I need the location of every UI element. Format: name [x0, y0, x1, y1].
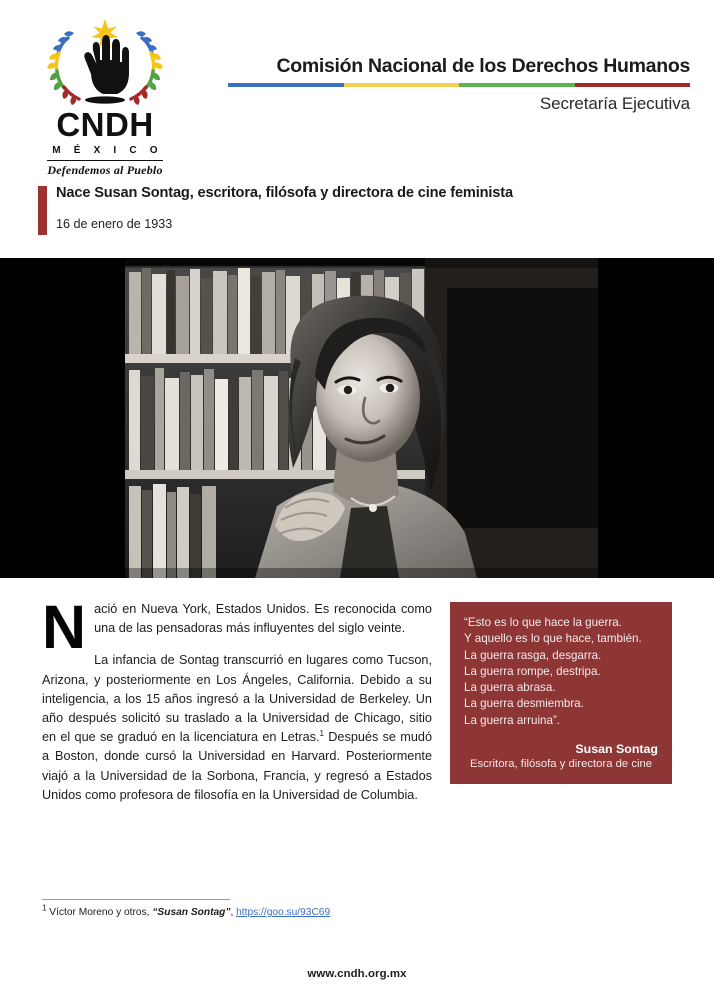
footnote-marker-inline: 1: [319, 728, 324, 738]
footnote-author: Víctor Moreno y otros,: [46, 907, 153, 918]
header-title-group: [228, 55, 690, 114]
portrait-photo: [125, 258, 598, 578]
title-accent-bar: [38, 186, 47, 235]
footnote-link[interactable]: https://goo.su/93C69: [236, 907, 331, 918]
quote-line: “Esto es lo que hace la guerra.: [464, 616, 622, 629]
paragraph-2-text-pre: La infancia de Sontag transcurrió en lugares como Tucson, Arizona, y posteriormente en Los Ángeles, California. Debido a su inteligencia, a los 15 años ingresó a la Universidad de Berkeley. Un año después solicitó su traslado a la Universidad de Chicago, sitio en el que se graduó en la licenciatura en Letras.: [42, 653, 432, 745]
quote-line: La guerra rompe, destripa.: [464, 664, 601, 678]
institution-title: Comisión Nacional de los Derechos Humanos: [276, 55, 690, 77]
quote-author: Susan Sontag: [575, 742, 658, 757]
colorbar-segment-blue: [228, 83, 344, 87]
logo-acronym: CNDH: [56, 106, 154, 143]
quote-line: La guerra rasga, desgarra.: [464, 648, 602, 662]
colorbar-segment-green: [459, 83, 575, 87]
drop-cap: N: [42, 593, 87, 661]
footnote-work-title: “Susan Sontag”: [152, 907, 231, 918]
colorbar-segment-red: [575, 83, 691, 87]
page-header: [0, 0, 714, 175]
page-footer: [0, 964, 714, 982]
page-title: Nace Susan Sontag, escritora, filósofa y directora de cine feminista: [56, 185, 513, 201]
quote-line: La guerra arruina”.: [464, 713, 561, 727]
footnote-text: [42, 903, 642, 920]
photo-band: [0, 258, 714, 578]
paragraph-1-text: ació en Nueva York, Estados Unidos. Es reconocida como una de las pensadoras más influyentes del siglo veinte.: [94, 602, 432, 636]
article-date: 16 de enero de 1933: [56, 217, 173, 231]
portrait-photo-graphic: [125, 258, 598, 578]
cndh-logo: [30, 14, 180, 177]
department-title: Secretaría Ejecutiva: [539, 94, 690, 113]
header-colorbar: [228, 83, 690, 87]
logo-tagline: Defendemos al Pueblo: [47, 163, 163, 177]
cndh-hand-laurel-star-emblem: [30, 14, 180, 110]
footnote-separator: ,: [230, 907, 237, 918]
colorbar-segment-yellow: [344, 83, 460, 87]
footnote-number: 1: [42, 903, 47, 913]
quote-line: La guerra abrasa.: [464, 681, 556, 695]
pull-quote-text: [464, 615, 658, 729]
footnote-divider: [42, 899, 230, 900]
footnote-section: [42, 899, 642, 920]
quote-line: La guerra desmiembra.: [464, 697, 584, 711]
logo-divider: [47, 160, 163, 161]
article-title-block: [0, 175, 714, 258]
paragraph-2-text-post: Después se mudó a Boston, donde cursó la Universidad en Harvard. Posteriormente viajó a la Universidad de la Sorbona, Francia, y regresó a Estados Unidos como profesora de filosofía en la Universidad de Columbia.: [42, 730, 432, 802]
article-body: [0, 578, 714, 805]
pull-quote-card: [450, 602, 672, 784]
logo-country: M É X I C O: [52, 145, 163, 156]
footer-website-url[interactable]: www.cndh.org.mx: [307, 968, 407, 980]
quote-author-role: Escritora, filósofa y directora de cine: [469, 758, 653, 771]
quote-line: Y aquello es lo que hace, también.: [464, 632, 642, 646]
